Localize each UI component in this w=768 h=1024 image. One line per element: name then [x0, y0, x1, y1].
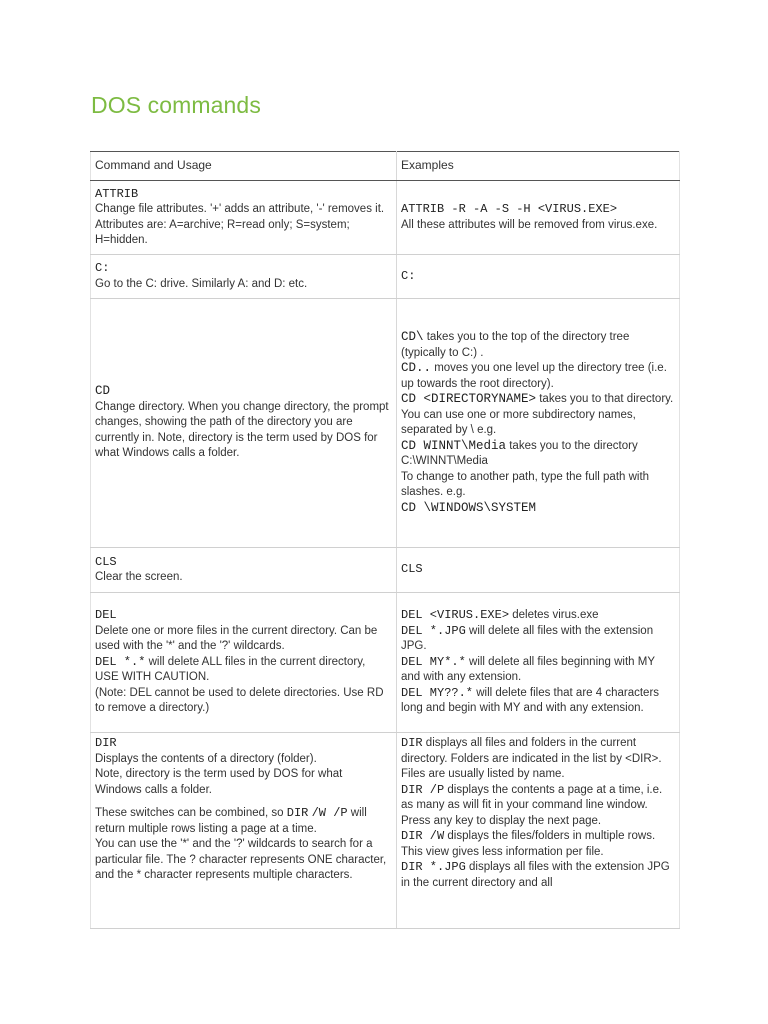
example-text-dir-1b: Files are usually listed by name. [401, 768, 565, 780]
example-code-cd-2: CD.. [401, 361, 432, 375]
description-code-dir-3a: DIR [286, 806, 309, 820]
example-code-del-1: DEL <VIRUS.EXE> [401, 608, 510, 623]
example-text-del-4: will delete files that are 4 characters long and begin with MY and with any extension. [401, 686, 660, 715]
description-del-2 [95, 655, 392, 686]
example-text-del-2: will delete all files with the extension JPG. [401, 624, 654, 653]
example-text-dir-3: displays the files/folders in multiple rows. This view gives less information per file. [401, 830, 656, 858]
example-text-attrib: All these attributes will be removed from virus.exe. [401, 218, 658, 231]
example-del-2 [401, 624, 675, 655]
example-text-cd-1: takes you to the top of the directory tree (typically to C:) . [401, 331, 630, 359]
example-cd-2 [401, 361, 675, 392]
cell-dir-examples [397, 733, 680, 929]
description-attrib: Change file attributes. '+' adds an attribute, '-' removes it. Attributes are: A=archive; R=read only; S=system; H=hidden. [95, 203, 385, 246]
example-code-del-4: DEL MY??.* [401, 685, 474, 700]
description-c: Go to the C: drive. Similarly A: and D: etc. [95, 277, 308, 290]
header-examples: Examples [397, 152, 680, 181]
example-del-1 [401, 608, 675, 624]
example-code-cls: CLS [401, 562, 423, 577]
example-dir-4 [401, 860, 675, 891]
example-code-dir-2: DIR /P [401, 782, 445, 797]
description-dir-3 [95, 806, 392, 837]
description-code-dir-3b: /W /P [311, 806, 348, 820]
example-code-dir-4: DIR *.JPG [401, 860, 466, 874]
description-code-del-2: DEL *.* [95, 654, 146, 669]
page-title: DOS commands [91, 92, 261, 118]
cell-cd-examples [397, 299, 680, 548]
cell-del-examples [397, 593, 680, 733]
example-code-dir-1: DIR [401, 736, 423, 750]
command-del: DEL [95, 608, 117, 623]
commands-table [90, 151, 680, 929]
description-dir-1: Displays the contents of a directory (folder). [95, 752, 317, 765]
description-text-dir-3: These switches can be combined, so [95, 807, 287, 819]
header-command-usage: Command and Usage [91, 152, 397, 181]
example-dir-2 [401, 783, 675, 830]
example-code-del-2: DEL *.JPG [401, 623, 466, 638]
example-code-cd-1: CD\ [401, 330, 424, 344]
description-dir-4: You can use the '*' and the '?' wildcards to search for a particular file. The ? character represents ONE character, and the * character represents multiple characters. [95, 838, 387, 881]
cell-dir-usage [91, 733, 397, 929]
example-text-dir-2: displays the contents a page at a time, i.e. as many as will fit in your command line window. Press any key to display the next page. [401, 783, 663, 827]
example-del-3 [401, 655, 675, 686]
description-cls: Clear the screen. [95, 571, 183, 583]
table-row-dir [91, 733, 680, 929]
description-cd: Change directory. When you change directory, the prompt changes, showing the path of the directory you are currently in. Note, directory is the term used by DOS for what Windows calls a folder. [95, 400, 389, 460]
cell-del-usage [91, 593, 397, 733]
command-attrib: ATTRIB [95, 186, 139, 201]
example-text-del-1: deletes virus.exe [509, 609, 599, 622]
spacer [95, 798, 392, 806]
example-cd-3 [401, 392, 675, 439]
example-dir-3 [401, 829, 675, 860]
example-text-del-3: will delete all files beginning with MY and with any extension. [401, 655, 655, 684]
description-text-dir-3b: will return multiple rows listing a page at a time. [95, 807, 367, 835]
cell-c-examples [397, 255, 680, 299]
cell-cls-usage [91, 548, 397, 593]
example-cd-4 [401, 439, 675, 470]
example-text-dir-1: displays all files and folders in the current directory. Folders are indicated in the list by <DIR>. [401, 737, 662, 765]
example-code-cd-3: CD <DIRECTORYNAME> [401, 392, 537, 406]
command-cls: CLS [95, 554, 117, 569]
example-code-dir-3: DIR /W [401, 829, 445, 843]
table-row-c [91, 255, 680, 299]
example-code-cd-5: CD \WINDOWS\SYSTEM [401, 500, 537, 515]
description-del-3: (Note: DEL cannot be used to delete directories. Use RD to remove a directory.) [95, 686, 384, 715]
table-row-cd [91, 299, 680, 548]
command-dir: DIR [95, 736, 117, 750]
example-text-cd-3: takes you to that directory. You can use one or more subdirectory names, separated by \ e.g. [401, 393, 674, 436]
table-row-cls [91, 548, 680, 593]
description-text-del-2: will delete ALL files in the current directory, USE WITH CAUTION. [95, 655, 366, 684]
cell-attrib-usage [91, 181, 397, 255]
cell-c-usage [91, 255, 397, 299]
cell-attrib-examples [397, 181, 680, 255]
example-dir-1 [401, 736, 675, 767]
example-code-c: C: [401, 268, 416, 283]
example-code-del-3: DEL MY*.* [401, 654, 466, 669]
command-cd: CD [95, 384, 111, 399]
example-code-attrib: ATTRIB -R -A -S -H <VIRUS.EXE> [401, 202, 618, 216]
cell-cls-examples [397, 548, 680, 593]
example-text-cd-4: takes you to the directory C:\WINNT\Media [401, 439, 638, 467]
table-row-attrib [91, 181, 680, 255]
example-text-cd-5: To change to another path, type the full path with slashes. e.g. [401, 470, 650, 498]
example-cd-1 [401, 330, 675, 361]
example-del-4 [401, 686, 675, 717]
cell-cd-usage [91, 299, 397, 548]
command-c: C: [95, 261, 110, 275]
example-text-dir-4: displays all files with the extension JPG in the current directory and all [401, 861, 670, 889]
table-header-row [91, 152, 680, 181]
description-dir-2: Note, directory is the term used by DOS for what Windows calls a folder. [95, 768, 343, 796]
table-row-del [91, 593, 680, 733]
example-text-cd-2: moves you one level up the directory tree (i.e. up towards the root directory). [401, 362, 667, 390]
description-del-1: Delete one or more files in the current directory. Can be used with the '*' and the '?' wildcards. [95, 624, 378, 653]
example-code-cd-4: CD WINNT\Media [401, 438, 507, 453]
